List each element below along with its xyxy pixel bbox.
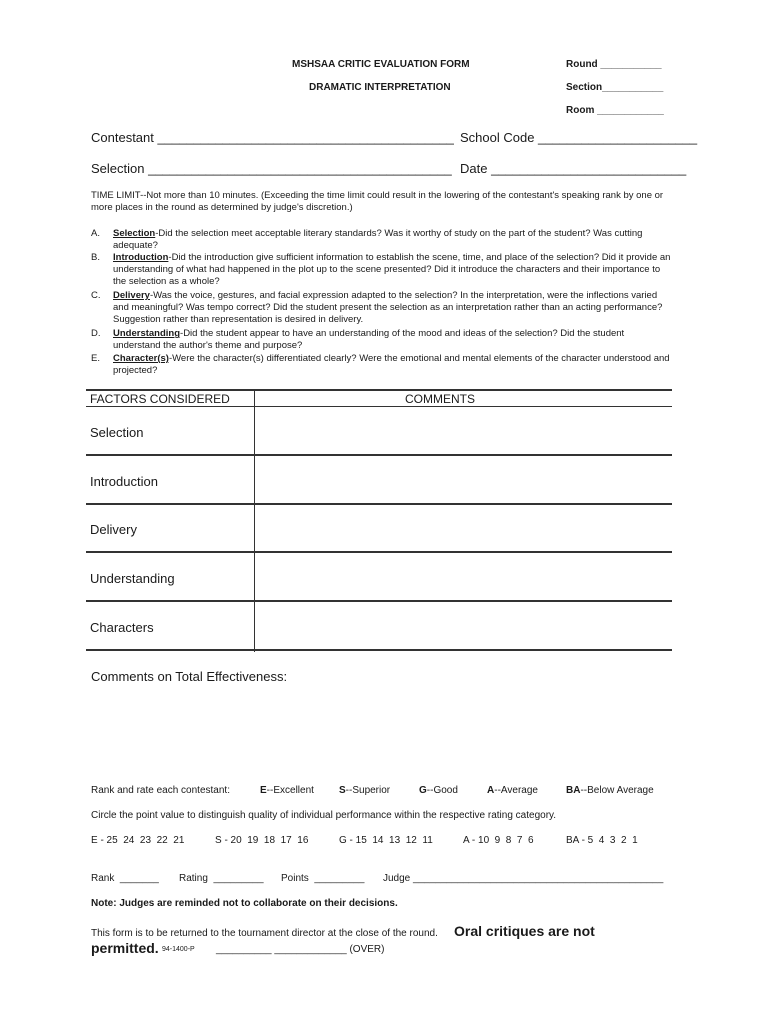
criterion-text: -Did the selection meet acceptable literary standards? Was it worthy of study on the part of the student? Was cutting adequate? — [113, 228, 643, 251]
rating-excellent: E--Excellent — [260, 785, 314, 796]
selection-field: Selection __________________________________________ — [91, 161, 452, 176]
points-average: A - 10 9 8 7 6 — [463, 835, 534, 846]
points-below-average: BA - 5 4 3 2 1 — [566, 835, 638, 846]
criterion-term: Introduction — [113, 252, 169, 263]
contestant-field: Contestant _________________________________________ — [91, 130, 454, 145]
rating-average: A--Average — [487, 785, 538, 796]
criterion-letter: C. — [91, 290, 101, 301]
table-column-divider — [254, 389, 255, 652]
criterion-letter: A. — [91, 228, 100, 239]
total-effectiveness-label: Comments on Total Effectiveness: — [91, 669, 288, 684]
table-divider — [86, 503, 672, 505]
over-indicator: __________ _____________ (OVER) — [216, 944, 385, 955]
criterion-term: Character(s) — [113, 353, 169, 364]
rating-field: Rating _________ — [179, 873, 264, 884]
criterion-text: -Did the student appear to have an understanding of the mood and ideas of the selection? Did the student understand the author's theme and purpose? — [113, 328, 625, 351]
criterion-item — [113, 328, 673, 352]
form-code: 94-1400-P — [162, 946, 195, 953]
table-divider — [86, 649, 672, 651]
table-divider — [86, 454, 672, 456]
room-field: Room ____________ — [566, 105, 664, 116]
criterion-item — [113, 252, 673, 288]
factors-header: FACTORS CONSIDERED — [90, 392, 230, 406]
collaboration-note: Note: Judges are reminded not to collaborate on their decisions. — [91, 898, 398, 909]
section-field: Section___________ — [566, 82, 664, 93]
form-subtitle: DRAMATIC INTERPRETATION — [309, 82, 451, 93]
criterion-item — [113, 353, 673, 377]
criterion-item — [113, 228, 673, 252]
factor-row-label: Characters — [90, 620, 154, 635]
points-superior: S - 20 19 18 17 16 — [215, 835, 309, 846]
rating-intro: Rank and rate each contestant: — [91, 785, 230, 796]
criterion-item — [113, 290, 673, 326]
return-instructions: This form is to be returned to the tournament director at the close of the round. — [91, 928, 438, 939]
points-field: Points _________ — [281, 873, 365, 884]
criterion-letter: D. — [91, 328, 101, 339]
criterion-text: -Were the character(s) differentiated clearly? Were the emotional and mental elements of the character understood and projected? — [113, 353, 670, 376]
criterion-letter: E. — [91, 353, 100, 364]
circle-note: Circle the point value to distinguish quality of individual performance within the respective rating category. — [91, 810, 557, 821]
judge-field: Judge _____________________________________________ — [383, 873, 664, 884]
factor-row-label: Understanding — [90, 571, 175, 586]
date-field: Date ___________________________ — [460, 161, 687, 176]
factor-row-label: Selection — [90, 425, 144, 440]
form-title: MSHSAA CRITIC EVALUATION FORM — [292, 59, 470, 70]
criterion-text: -Was the voice, gestures, and facial expression adapted to the selection? In the interpretation, were the inflections varied and meaningful? Was tempo correct? Did the student present the selection as an interpretation rather than an acting performance? Suggestion rather than representation is desired in delivery. — [113, 290, 663, 325]
rating-below-average: BA--Below Average — [566, 785, 654, 796]
factor-row-label: Introduction — [90, 474, 158, 489]
factor-row-label: Delivery — [90, 522, 137, 537]
criterion-text: -Did the introduction give sufficient information to establish the scene, time, and place of the selection? Did it provide an understanding of what had happened in the plot up to the scene presented? Did it introduce the characters and their importance to the selection as a whole? — [113, 252, 671, 287]
table-divider — [86, 406, 672, 407]
rating-superior: S--Superior — [339, 785, 391, 796]
comments-header: COMMENTS — [405, 392, 475, 406]
table-divider — [86, 600, 672, 602]
criterion-term: Understanding — [113, 328, 181, 339]
school-code-field: School Code ______________________ — [460, 130, 698, 145]
table-divider — [86, 551, 672, 553]
table-divider — [86, 389, 672, 391]
points-excellent: E - 25 24 23 22 21 — [91, 835, 185, 846]
criterion-term: Selection — [113, 228, 156, 239]
rating-good: G--Good — [419, 785, 458, 796]
points-good: G - 15 14 13 12 11 — [339, 835, 433, 846]
time-limit-text: TIME LIMIT--Not more than 10 minutes. (Exceeding the time limit could result in the lowering of the contestant's speaking rank by one or more places in the round as determined by judge's discretion.) — [91, 190, 664, 213]
factors-table — [86, 389, 672, 652]
oral-critiques-warning-cont: permitted. — [91, 940, 159, 956]
rank-field: Rank _______ — [91, 873, 159, 884]
oral-critiques-warning: Oral critiques are not — [454, 923, 595, 939]
criterion-term: Delivery — [113, 290, 150, 301]
round-field: Round ___________ — [566, 59, 662, 70]
criterion-letter: B. — [91, 252, 100, 263]
